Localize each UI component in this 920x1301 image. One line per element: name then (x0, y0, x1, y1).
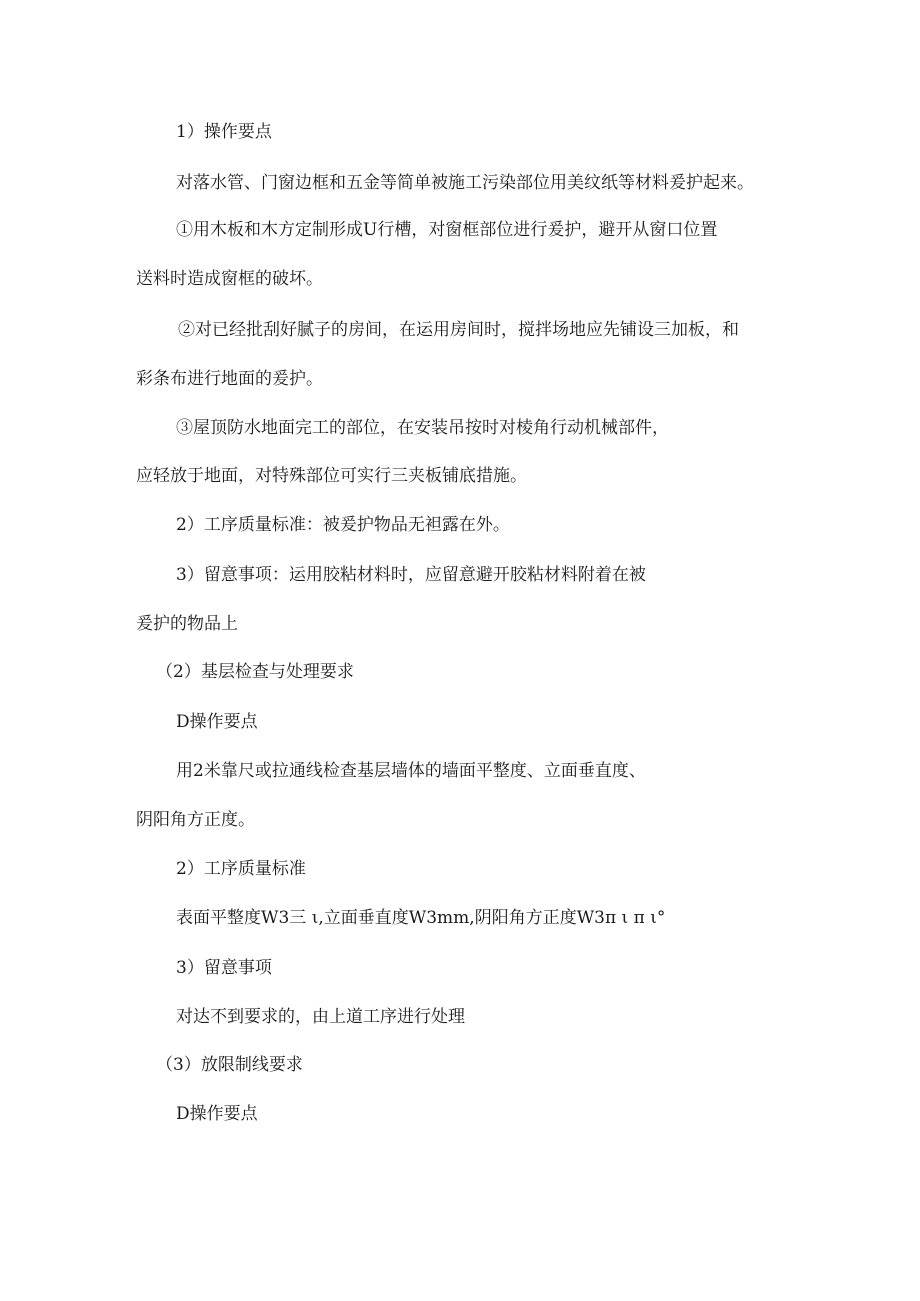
paragraph-line: 对达不到要求的，由上道工序进行处理 (176, 1007, 465, 1027)
paragraph-line: 彩条布进行地面的爰护。 (136, 369, 323, 389)
step-heading-notes: 3）留意事项 (176, 958, 272, 978)
paragraph-line: 对落水管、门窗边框和五金等简单被施工污染部位用美纹纸等材料爰护起来。 (176, 173, 754, 193)
paragraph-line: ③屋顶防水地面完工的部位，在安装吊按时对棱角行动机械部件， (176, 418, 669, 438)
section-heading: （2）基层检查与处理要求 (156, 662, 354, 682)
step-heading-quality-standard: 2）工序质量标准 (176, 859, 306, 879)
paragraph-line: ②对已经批刮好腻子的房间，在运用房间时，搅拌场地应先铺设三加板，和 (178, 320, 739, 340)
paragraph-line: 送料时造成窗框的破坏。 (136, 269, 323, 289)
step-heading-operation-points: D操作要点 (176, 712, 258, 732)
step-heading-operation-points: 1）操作要点 (176, 122, 272, 142)
paragraph-line: 阴阳角方正度。 (136, 810, 255, 830)
paragraph-line: 2）工序质量标准：被爰护物品无袒露在外。 (176, 515, 510, 535)
step-heading-operation-points: D操作要点 (176, 1104, 258, 1124)
paragraph-line: 用2米靠尺或拉通线检查基层墙体的墙面平整度、立面垂直度、 (176, 761, 646, 781)
section-heading: （3）放限制线要求 (156, 1055, 303, 1075)
paragraph-line: 3）留意事项：运用胶粘材料时，应留意避开胶粘材料附着在被 (176, 565, 646, 585)
paragraph-line: ①用木板和木方定制形成U行槽，对窗框部位进行爰护，避开从窗口位置 (176, 220, 718, 240)
paragraph-line: 爰护的物品上 (136, 614, 238, 634)
paragraph-line: 表面平整度W3三 ι,立面垂直度W3mm,阴阳角方正度W3π ι π ι° (176, 908, 666, 928)
paragraph-line: 应轻放于地面，对特殊部位可实行三夹板铺底措施。 (136, 466, 527, 486)
